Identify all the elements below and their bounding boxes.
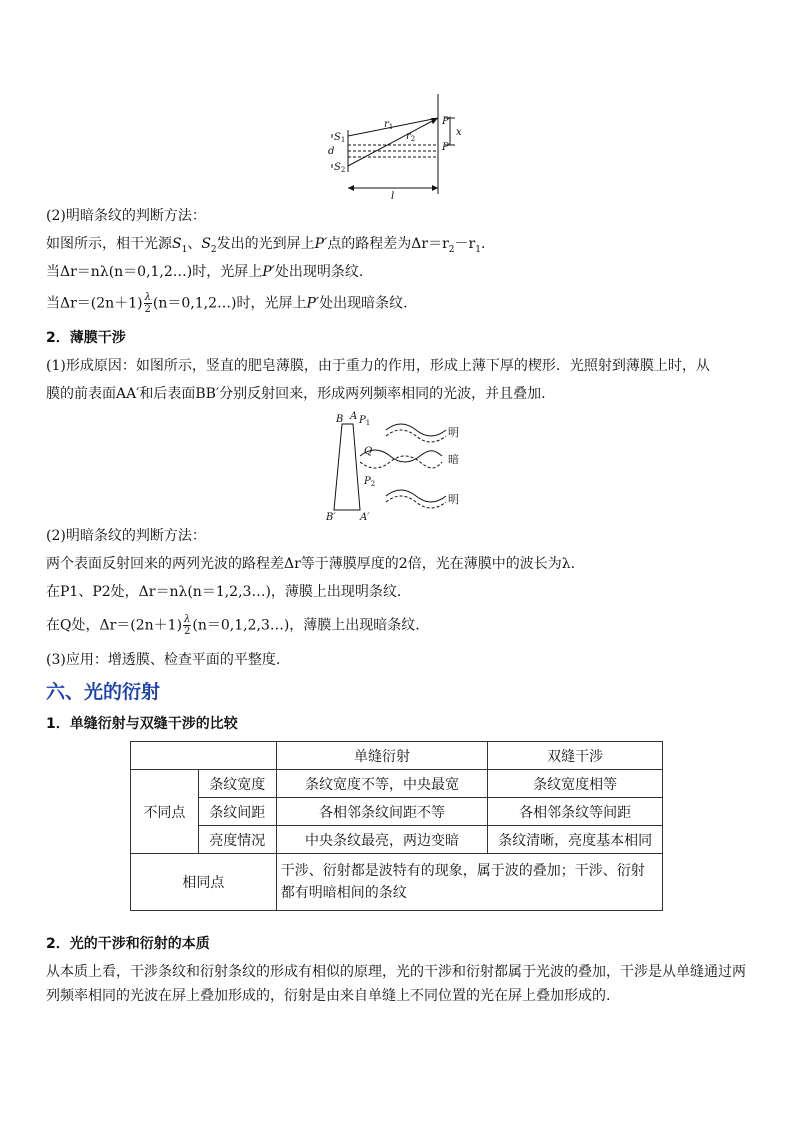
r2-label: $r_2$ bbox=[406, 131, 416, 143]
r1-label: $r_1$ bbox=[384, 119, 394, 131]
table-row bbox=[131, 798, 663, 826]
single-slit-cell: 各相邻条纹间距不等 bbox=[276, 798, 488, 826]
thin-film-bright-condition: 在P1、P2处，Δr＝nλ(n＝1,2,3…)，薄膜上出现明条纹. bbox=[46, 584, 402, 600]
thin-film-title: 2．薄膜干涉 bbox=[46, 330, 126, 346]
comparison-title: 1．单缝衍射与双缝干涉的比较 bbox=[46, 716, 238, 732]
thin-film-dark-condition: 在Q处，Δr＝(2n＋1) $\frac{\lambda}{2}$ (n＝0,1,2,3…)，薄膜上出现暗条纹. bbox=[46, 614, 420, 637]
bprime-label: B′ bbox=[326, 512, 336, 522]
thin-film-application: (3)应用：增透膜、检查平面的平整度. bbox=[46, 652, 281, 668]
thin-film-method-title: (2)明暗条纹的判断方法： bbox=[46, 528, 206, 544]
row-name-cell: 亮度情况 bbox=[198, 826, 276, 854]
row-name-cell: 条纹宽度 bbox=[198, 770, 276, 798]
same-label-cell: 相同点 bbox=[131, 854, 277, 911]
table-row bbox=[131, 770, 663, 798]
dark-label: 暗 bbox=[448, 453, 459, 466]
x-label: x bbox=[456, 127, 462, 138]
p-label: P bbox=[442, 142, 449, 153]
essence-title: 2．光的干涉和衍射的本质 bbox=[46, 936, 210, 952]
thin-film-cause-line2: 膜的前表面AA′和后表面BB′分别反射回来，形成两列频率相同的光波，并且叠加. bbox=[46, 386, 546, 402]
same-text-cell: 干涉、衍射都是波特有的现象，属于波的叠加；干涉、衍射都有明暗相间的条纹 bbox=[276, 854, 662, 911]
table-row bbox=[131, 854, 663, 911]
aprime-label: A′ bbox=[360, 512, 370, 522]
p1-label: $P_1$ bbox=[359, 415, 371, 427]
yang-method-title: (2)明暗条纹的判断方法： bbox=[46, 208, 206, 224]
yang-bright-condition: 当Δr＝nλ(n＝0,1,2…)时，光屏上P′处出现明条纹. bbox=[46, 264, 364, 280]
l-label: l bbox=[391, 191, 395, 202]
table-corner-cell bbox=[131, 742, 277, 770]
d-label: d bbox=[328, 146, 335, 157]
a-label: A bbox=[350, 411, 358, 422]
p2-label: $P_2$ bbox=[364, 476, 376, 488]
table-row bbox=[131, 826, 663, 854]
section-title-diffraction: 六、光的衍射 bbox=[46, 681, 161, 703]
s2-label: $S_2$ bbox=[334, 162, 346, 174]
double-slit-cell: 条纹宽度相等 bbox=[488, 770, 663, 798]
row-name-cell: 条纹间距 bbox=[198, 798, 276, 826]
table-header-single-slit: 单缝衍射 bbox=[276, 742, 488, 770]
comparison-table bbox=[130, 741, 663, 911]
bright-label-2: 明 bbox=[448, 493, 459, 506]
essence-paragraph: 从本质上看，干涉条纹和衍射条纹的形成有相似的原理，光的干涉和衍射都属于光波的叠加，干涉是从单缝通过两列频率相同的光波在屏上叠加形成的，衍射是由来自单缝上不同位置的光在屏上叠加形成的. bbox=[46, 964, 746, 1004]
table-header-row bbox=[131, 742, 663, 770]
q-label: Q bbox=[364, 446, 373, 457]
diff-label-cell: 不同点 bbox=[131, 770, 199, 854]
single-slit-cell: 中央条纹最亮，两边变暗 bbox=[276, 826, 488, 854]
bright-label-1: 明 bbox=[448, 426, 459, 439]
pprime-label: P′ bbox=[442, 116, 451, 127]
double-slit-diagram bbox=[318, 90, 488, 202]
s1-label: $S_1$ bbox=[334, 132, 346, 144]
thin-film-cause-line1: (1)形成原因：如图所示，竖直的肥皂薄膜，由于重力的作用，形成上薄下厚的楔形．光照射到薄膜上时，从 bbox=[46, 358, 710, 374]
table-header-double-slit: 双缝干涉 bbox=[488, 742, 663, 770]
thin-film-path-line: 两个表面反射回来的两列光波的路程差Δr等于薄膜厚度的2倍，光在薄膜中的波长为λ. bbox=[46, 556, 576, 572]
double-slit-cell: 各相邻条纹等间距 bbox=[488, 798, 663, 826]
thin-film-diagram bbox=[320, 410, 480, 522]
yang-dark-condition: 当Δr＝(2n＋1) $\frac{\lambda}{2}$ (n＝0,1,2…)时，光屏上P′处出现暗条纹. bbox=[46, 292, 408, 315]
b-label: B bbox=[336, 414, 344, 425]
double-slit-cell: 条纹清晰，亮度基本相同 bbox=[488, 826, 663, 854]
yang-path-difference-line: 如图所示，相干光源$S_1$、$S_2$发出的光到屏上P′点的路程差为$\Delta r=r_2-r_1$. bbox=[46, 236, 486, 255]
single-slit-cell: 条纹宽度不等，中央最宽 bbox=[276, 770, 488, 798]
